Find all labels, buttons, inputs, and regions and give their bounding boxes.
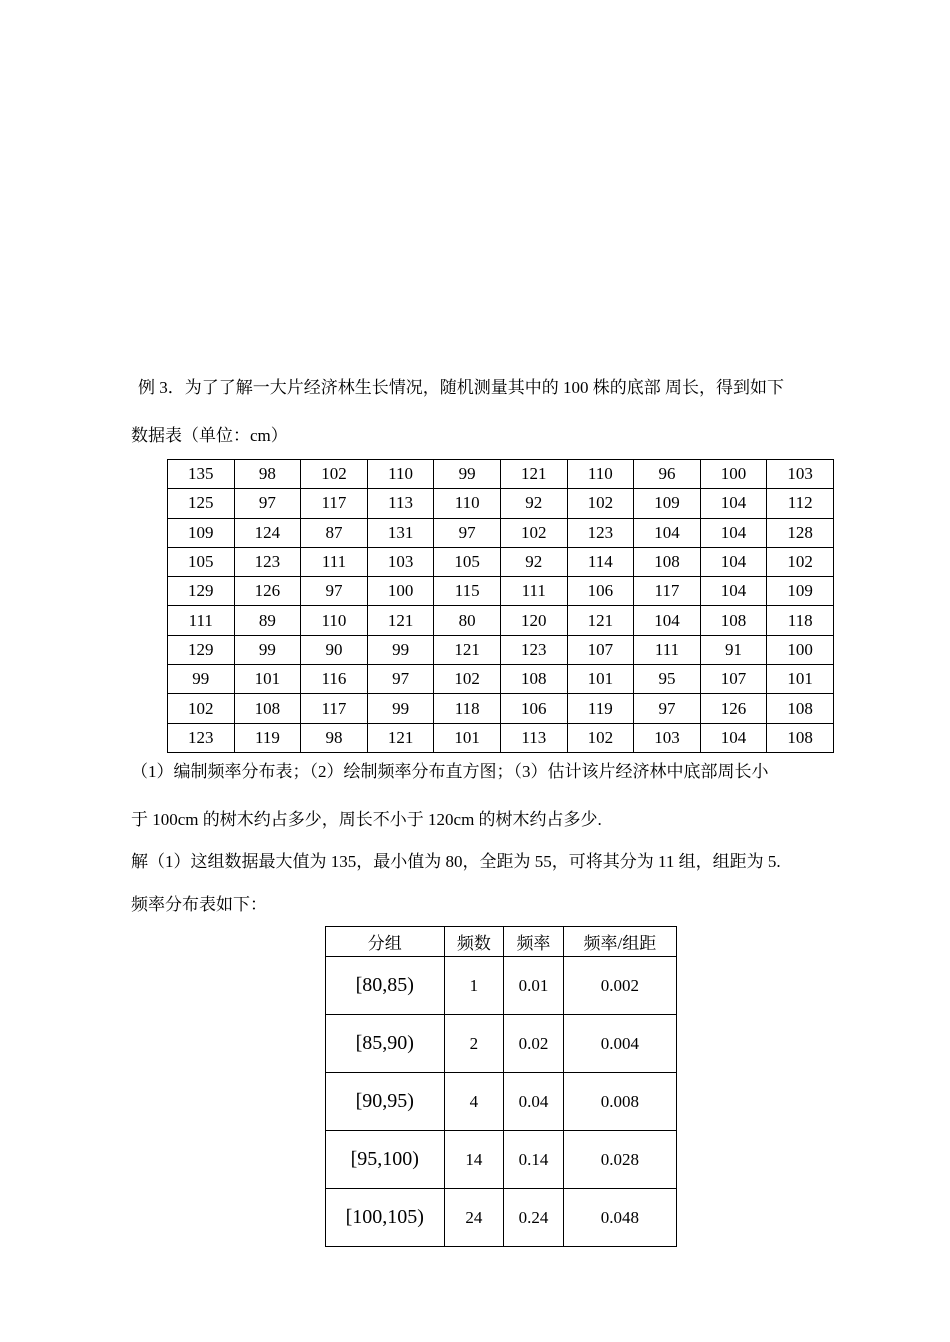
- frequency-per-width-cell: 0.002: [563, 957, 676, 1015]
- table-cell: 128: [767, 518, 834, 547]
- table-cell: 124: [234, 518, 301, 547]
- table-cell: 101: [234, 665, 301, 694]
- table-cell: 121: [500, 460, 567, 489]
- table-cell: 101: [767, 665, 834, 694]
- table-row: [326, 957, 677, 1015]
- table-cell: 97: [367, 665, 434, 694]
- table-cell: 100: [367, 577, 434, 606]
- table-cell: 129: [168, 577, 235, 606]
- table-cell: 99: [434, 460, 501, 489]
- count-cell: 2: [444, 1015, 504, 1073]
- table-cell: 104: [700, 489, 767, 518]
- table-cell: 95: [634, 665, 701, 694]
- table-cell: 117: [301, 694, 368, 723]
- count-cell: 4: [444, 1073, 504, 1131]
- frequency-per-width-cell: 0.048: [563, 1189, 676, 1247]
- table-cell: 104: [634, 606, 701, 635]
- question-line-2: 于 100cm 的树木约占多少，周长不小于 120cm 的树木约占多少.: [131, 810, 602, 829]
- frequency-per-width-cell: 0.028: [563, 1131, 676, 1189]
- table-cell: 108: [767, 723, 834, 752]
- table-cell: 126: [234, 577, 301, 606]
- table-cell: 80: [434, 606, 501, 635]
- table-row: [168, 723, 834, 752]
- table-row: [168, 518, 834, 547]
- table-cell: 107: [567, 635, 634, 664]
- group-cell: [100,105): [326, 1189, 445, 1247]
- table-cell: 98: [234, 460, 301, 489]
- table-cell: 99: [234, 635, 301, 664]
- table-cell: 121: [367, 606, 434, 635]
- solution-line: 解（1）这组数据最大值为 135，最小值为 80，全距为 55，可将其分为 11 组，组距为 5.: [131, 852, 781, 871]
- table-cell: 121: [367, 723, 434, 752]
- header-frequency-per-width: 频率/组距: [563, 927, 676, 957]
- table-row: [168, 460, 834, 489]
- table-cell: 101: [434, 723, 501, 752]
- table-row: [326, 1131, 677, 1189]
- table-cell: 123: [500, 635, 567, 664]
- table-row: [326, 1015, 677, 1073]
- table-cell: 120: [500, 606, 567, 635]
- table-cell: 118: [767, 606, 834, 635]
- table-cell: 102: [567, 723, 634, 752]
- table-cell: 104: [634, 518, 701, 547]
- table-cell: 115: [434, 577, 501, 606]
- table-cell: 129: [168, 635, 235, 664]
- table-cell: 105: [434, 547, 501, 576]
- table-cell: 99: [168, 665, 235, 694]
- table-cell: 104: [700, 577, 767, 606]
- frequency-cell: 0.01: [504, 957, 564, 1015]
- table-cell: 101: [567, 665, 634, 694]
- table-cell: 109: [767, 577, 834, 606]
- freq-table-intro: 频率分布表如下：: [131, 895, 267, 914]
- table-cell: 107: [700, 665, 767, 694]
- table-cell: 102: [168, 694, 235, 723]
- frequency-distribution-table: [325, 926, 677, 1247]
- table-cell: 90: [301, 635, 368, 664]
- frequency-per-width-cell: 0.008: [563, 1073, 676, 1131]
- group-cell: [85,90): [326, 1015, 445, 1073]
- freq-table-header-row: [326, 927, 677, 957]
- table-cell: 109: [634, 489, 701, 518]
- table-cell: 89: [234, 606, 301, 635]
- table-cell: 111: [634, 635, 701, 664]
- table-cell: 111: [500, 577, 567, 606]
- table-cell: 97: [634, 694, 701, 723]
- table-cell: 87: [301, 518, 368, 547]
- table-cell: 125: [168, 489, 235, 518]
- table-cell: 113: [500, 723, 567, 752]
- table-row: [168, 489, 834, 518]
- table-cell: 108: [767, 694, 834, 723]
- question-line-1: （1）编制频率分布表；（2）绘制频率分布直方图；（3）估计该片经济林中底部周长小: [131, 762, 769, 781]
- frequency-cell: 0.02: [504, 1015, 564, 1073]
- table-cell: 104: [700, 723, 767, 752]
- table-cell: 126: [700, 694, 767, 723]
- table-cell: 111: [168, 606, 235, 635]
- table-cell: 123: [567, 518, 634, 547]
- table-cell: 91: [700, 635, 767, 664]
- table-cell: 119: [567, 694, 634, 723]
- table-row: [168, 665, 834, 694]
- table-cell: 102: [767, 547, 834, 576]
- table-cell: 121: [434, 635, 501, 664]
- table-cell: 106: [567, 577, 634, 606]
- table-cell: 112: [767, 489, 834, 518]
- table-cell: 110: [367, 460, 434, 489]
- table-row: [168, 635, 834, 664]
- table-row: [168, 577, 834, 606]
- table-cell: 108: [234, 694, 301, 723]
- table-cell: 110: [567, 460, 634, 489]
- table-cell: 99: [367, 694, 434, 723]
- table-cell: 111: [301, 547, 368, 576]
- table-cell: 102: [567, 489, 634, 518]
- table-cell: 105: [168, 547, 235, 576]
- table-cell: 103: [767, 460, 834, 489]
- frequency-cell: 0.24: [504, 1189, 564, 1247]
- table-cell: 117: [301, 489, 368, 518]
- table-cell: 103: [634, 723, 701, 752]
- table-cell: 119: [234, 723, 301, 752]
- table-row: [168, 547, 834, 576]
- table-cell: 117: [634, 577, 701, 606]
- table-cell: 97: [234, 489, 301, 518]
- header-group: 分组: [326, 927, 445, 957]
- count-cell: 24: [444, 1189, 504, 1247]
- table-cell: 113: [367, 489, 434, 518]
- table-row: [326, 1073, 677, 1131]
- table-row: [168, 606, 834, 635]
- table-cell: 121: [567, 606, 634, 635]
- table-cell: 99: [367, 635, 434, 664]
- header-count: 频数: [444, 927, 504, 957]
- table-cell: 106: [500, 694, 567, 723]
- frequency-cell: 0.04: [504, 1073, 564, 1131]
- frequency-per-width-cell: 0.004: [563, 1015, 676, 1073]
- table-cell: 131: [367, 518, 434, 547]
- example-statement-line-1: 例 3．为了了解一大片经济林生长情况，随机测量其中的 100 株的底部 周长，得到如下: [138, 378, 784, 397]
- table-row: [168, 694, 834, 723]
- table-cell: 114: [567, 547, 634, 576]
- table-cell: 108: [700, 606, 767, 635]
- table-cell: 110: [434, 489, 501, 518]
- measurement-data-table: [167, 459, 834, 753]
- table-cell: 109: [168, 518, 235, 547]
- frequency-cell: 0.14: [504, 1131, 564, 1189]
- table-cell: 108: [500, 665, 567, 694]
- example-statement-line-2: 数据表（单位：cm）: [131, 426, 288, 445]
- table-cell: 104: [700, 547, 767, 576]
- table-cell: 135: [168, 460, 235, 489]
- table-row: [326, 1189, 677, 1247]
- count-cell: 14: [444, 1131, 504, 1189]
- table-cell: 116: [301, 665, 368, 694]
- table-cell: 98: [301, 723, 368, 752]
- table-cell: 104: [700, 518, 767, 547]
- table-cell: 102: [500, 518, 567, 547]
- table-cell: 102: [301, 460, 368, 489]
- table-cell: 110: [301, 606, 368, 635]
- table-cell: 123: [234, 547, 301, 576]
- table-cell: 103: [367, 547, 434, 576]
- table-cell: 100: [767, 635, 834, 664]
- table-cell: 92: [500, 547, 567, 576]
- group-cell: [90,95): [326, 1073, 445, 1131]
- group-cell: [80,85): [326, 957, 445, 1015]
- table-cell: 108: [634, 547, 701, 576]
- table-cell: 123: [168, 723, 235, 752]
- table-cell: 97: [434, 518, 501, 547]
- table-cell: 96: [634, 460, 701, 489]
- group-cell: [95,100): [326, 1131, 445, 1189]
- table-cell: 97: [301, 577, 368, 606]
- header-frequency: 频率: [504, 927, 564, 957]
- table-cell: 102: [434, 665, 501, 694]
- table-cell: 92: [500, 489, 567, 518]
- table-cell: 118: [434, 694, 501, 723]
- count-cell: 1: [444, 957, 504, 1015]
- table-cell: 100: [700, 460, 767, 489]
